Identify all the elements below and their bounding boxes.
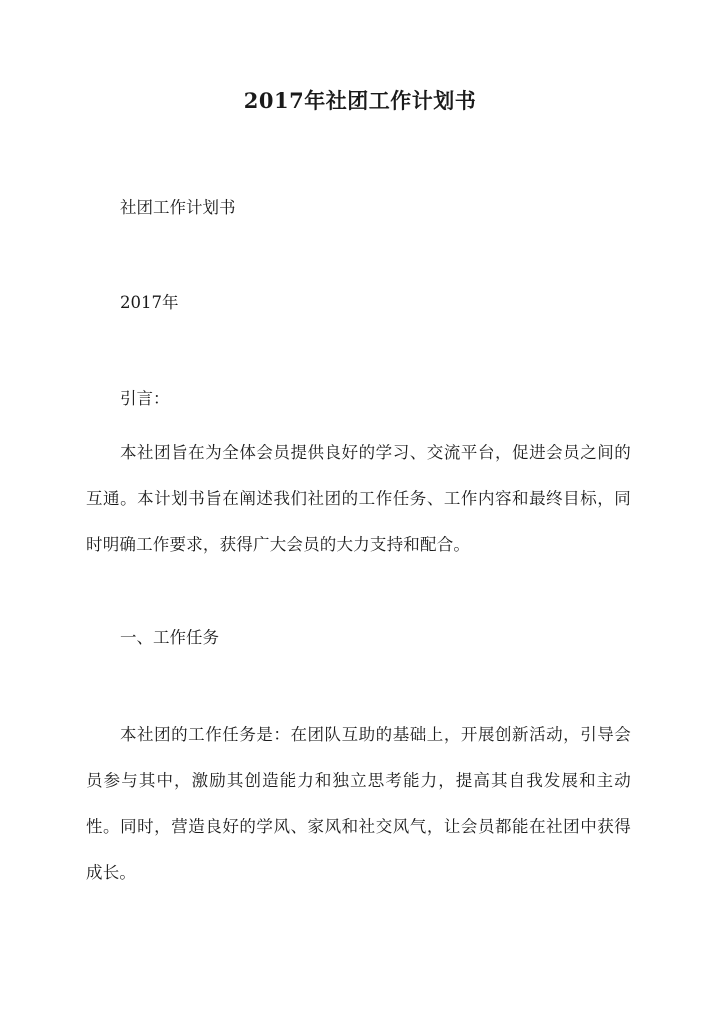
section-paragraph-work-tasks: 本社团的工作任务是：在团队互助的基础上，开展创新活动，引导会员参与其中，激励其创造能力和独立思考能力，提高其自我发展和主动性。同时，营造良好的学风、家风和社交风气，让会员都能在社团中获得成长。 xyxy=(86,725,631,882)
year-text: 2017年 xyxy=(120,293,179,312)
intro-paragraph: 本社团旨在为全体会员提供良好的学习、交流平台，促进会员之间的互通。本计划书旨在阐述我们社团的工作任务、工作内容和最终目标，同时明确工作要求，获得广大会员的大力支持和配合。 xyxy=(86,443,631,554)
subtitle-text: 社团工作计划书 xyxy=(120,198,236,217)
document-title: 2017年社团工作计划书 xyxy=(243,88,477,113)
intro-heading: 引言： xyxy=(120,389,170,408)
section-heading-work-tasks: 一、工作任务 xyxy=(120,628,219,647)
